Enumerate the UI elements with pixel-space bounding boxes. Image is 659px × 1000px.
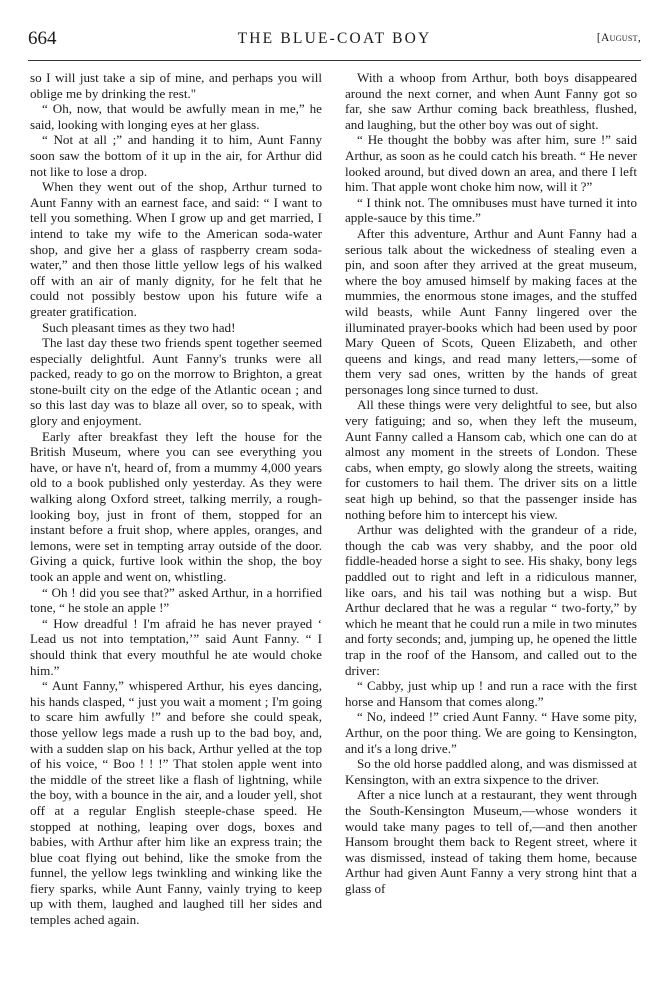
- paragraph: “ Not at all ;” and handing it to him, Aunt Fanny soon saw the bottom of it up in the air, for Arthur did not like to lose a drop.: [30, 132, 322, 179]
- paragraph: Early after breakfast they left the house for the British Museum, where you can see everything you have, or have n't, heard of, from a mummy 4,000 years old to a book published only yesterday. As they were walking along Oxford street, talking merrily, a rough-looking boy, just in front of them, stopped for an instant before a fruit shop, where apples, oranges, and lemons, were set in tempting array outside of the door. Giving a quick, furtive look within the shop, the boy took an apple and went on, whistling.: [30, 428, 322, 584]
- header-rule: [28, 60, 641, 61]
- running-header: [28, 28, 641, 52]
- paragraph: “ No, indeed !” cried Aunt Fanny. “ Have some pity, Arthur, on the poor thing. We are going to Kensington, and it's a long drive.”: [345, 709, 637, 756]
- paragraph: After this adventure, Arthur and Aunt Fanny had a serious talk about the wickedness of stealing even a pin, and soon after they arrived at the great museum, where the boy amused himself by making faces at the mummies, the enormous stone images, and the stuffed wild beasts, while Aunt Fanny lingered over the illuminated prayer-books which had been used by poor Mary Queen of Scots, Queen Elizabeth, and other queens and kings, and read many letters,—some of them very sad ones, written by the hands of great personages long since turned to dust.: [345, 225, 637, 397]
- paragraph: So the old horse paddled along, and was dismissed at Kensington, with an extra sixpence to the driver.: [345, 756, 637, 787]
- left-column: [30, 70, 322, 928]
- paragraph: With a whoop from Arthur, both boys disappeared around the next corner, and when Aunt Fanny got so far, she saw Arthur coming back breathless, flushed, and laughing, but the other boy was out of sight.: [345, 70, 637, 132]
- paragraph: so I will just take a sip of mine, and perhaps you will oblige me by drinking the rest.": [30, 70, 322, 101]
- paragraph: “ Oh, now, that would be awfully mean in me,” he said, looking with longing eyes at her glass.: [30, 101, 322, 132]
- paragraph: When they went out of the shop, Arthur turned to Aunt Fanny with an earnest face, and said: “ I want to tell you something. When I grow up and get married, I intend to take my wife to the American soda-water shop, and give her a glass of raspberry cream soda-water,” and then those little yellow legs of his walked off with an air of manly dignity, for he felt that he could not possibly bestow upon his future wife a greater gratification.: [30, 179, 322, 319]
- paragraph: The last day these two friends spent together seemed especially delightful. Aunt Fanny's trunks were all packed, ready to go on the morrow to Brighton, a great stone-built city on the edge of the Atlantic ocean ; and so this last day was to blaze all over, so to speak, with glory and enjoyment.: [30, 335, 322, 429]
- paragraph: After a nice lunch at a restaurant, they went through the South-Kensington Museum,—whose wonders it would take many pages to tell of,—and then another Hansom brought them back to Regent street, where it was dismissed, instead of taking them home, because Arthur had given Aunt Fanny a very strong hint that a glass of: [345, 787, 637, 896]
- paragraph: Such pleasant times as they two had!: [42, 319, 236, 335]
- paragraph: “ Aunt Fanny,” whispered Arthur, his eyes dancing, his hands clasped, “ just you wait a moment ; I'm going to scare him awfully !” and before she could speak, those yellow legs made a rush up to the bad boy, and, with a sudden slap on his back, Arthur yelled at the top of his voice, “ Boo ! ! !” That stolen apple went into the middle of the street like a flash of lightning, while the boy, with a bounce in the air, and a louder yell, shot off at a regular English steeple-chase speed. He stopped at nothing, leaping over dogs, boxes and babies, with Arthur after him like an express train; the blue coat flying out behind, like the smoke from the funnel, the yellow legs twinkling and winking like the fiery sparks, while Aunt Fanny, vainly trying to keep up with them, laughed and laughed till her sides and temples ached again.: [30, 678, 322, 928]
- paragraph: “ How dreadful ! I'm afraid he has never prayed ‘ Lead us not into temptation,’” said Aunt Fanny. “ I should think that every mouthful he ate would choke him.”: [30, 615, 322, 678]
- paragraph: “ He thought the bobby was after him, sure !” said Arthur, as soon as he could catch his breath. “ He never looked around, but dived down an area, and there I left him. That apple wont choke him now, will it ?”: [345, 132, 637, 195]
- page-number: 664: [28, 28, 57, 49]
- running-month: [August,: [596, 32, 641, 44]
- paragraph: “ I think not. The omnibuses must have turned it into apple-sauce by this time.”: [345, 194, 637, 226]
- running-title: THE BLUE-COAT BOY: [237, 30, 432, 47]
- right-column: [345, 70, 637, 896]
- paragraph: “ Oh ! did you see that?” asked Arthur, in a horrified tone, “ he stole an apple !”: [30, 584, 322, 616]
- paragraph: All these things were very delightful to see, but also very fatiguing; and so, when they left the museum, Aunt Fanny called a Hansom cab, which one can do at almost any moment in the streets of London. These cabs, when empty, go slowly along the streets, waiting for customers to hail them. The driver sits on a little seat high up behind, so that the passenger inside has nothing before him to intercept his view.: [345, 397, 637, 522]
- paragraph: “ Cabby, just whip up ! and run a race with the first horse and Hansom that comes along.”: [345, 678, 637, 709]
- paragraph: Arthur was delighted with the grandeur of a ride, though the cab was very shabby, and the poor old fiddle-headed horse a sight to see. His shaky, bony legs paddled out to right and left in a ridiculous manner, like oars, and his tail was nothing but a wisp. But Arthur declared that he was a regular “ two-forty,” by which he meant that he could run a mile in two minutes and forty seconds; and, jumping up, he opened the little trap in the roof of the Hansom, and called out to the driver:: [345, 522, 637, 678]
